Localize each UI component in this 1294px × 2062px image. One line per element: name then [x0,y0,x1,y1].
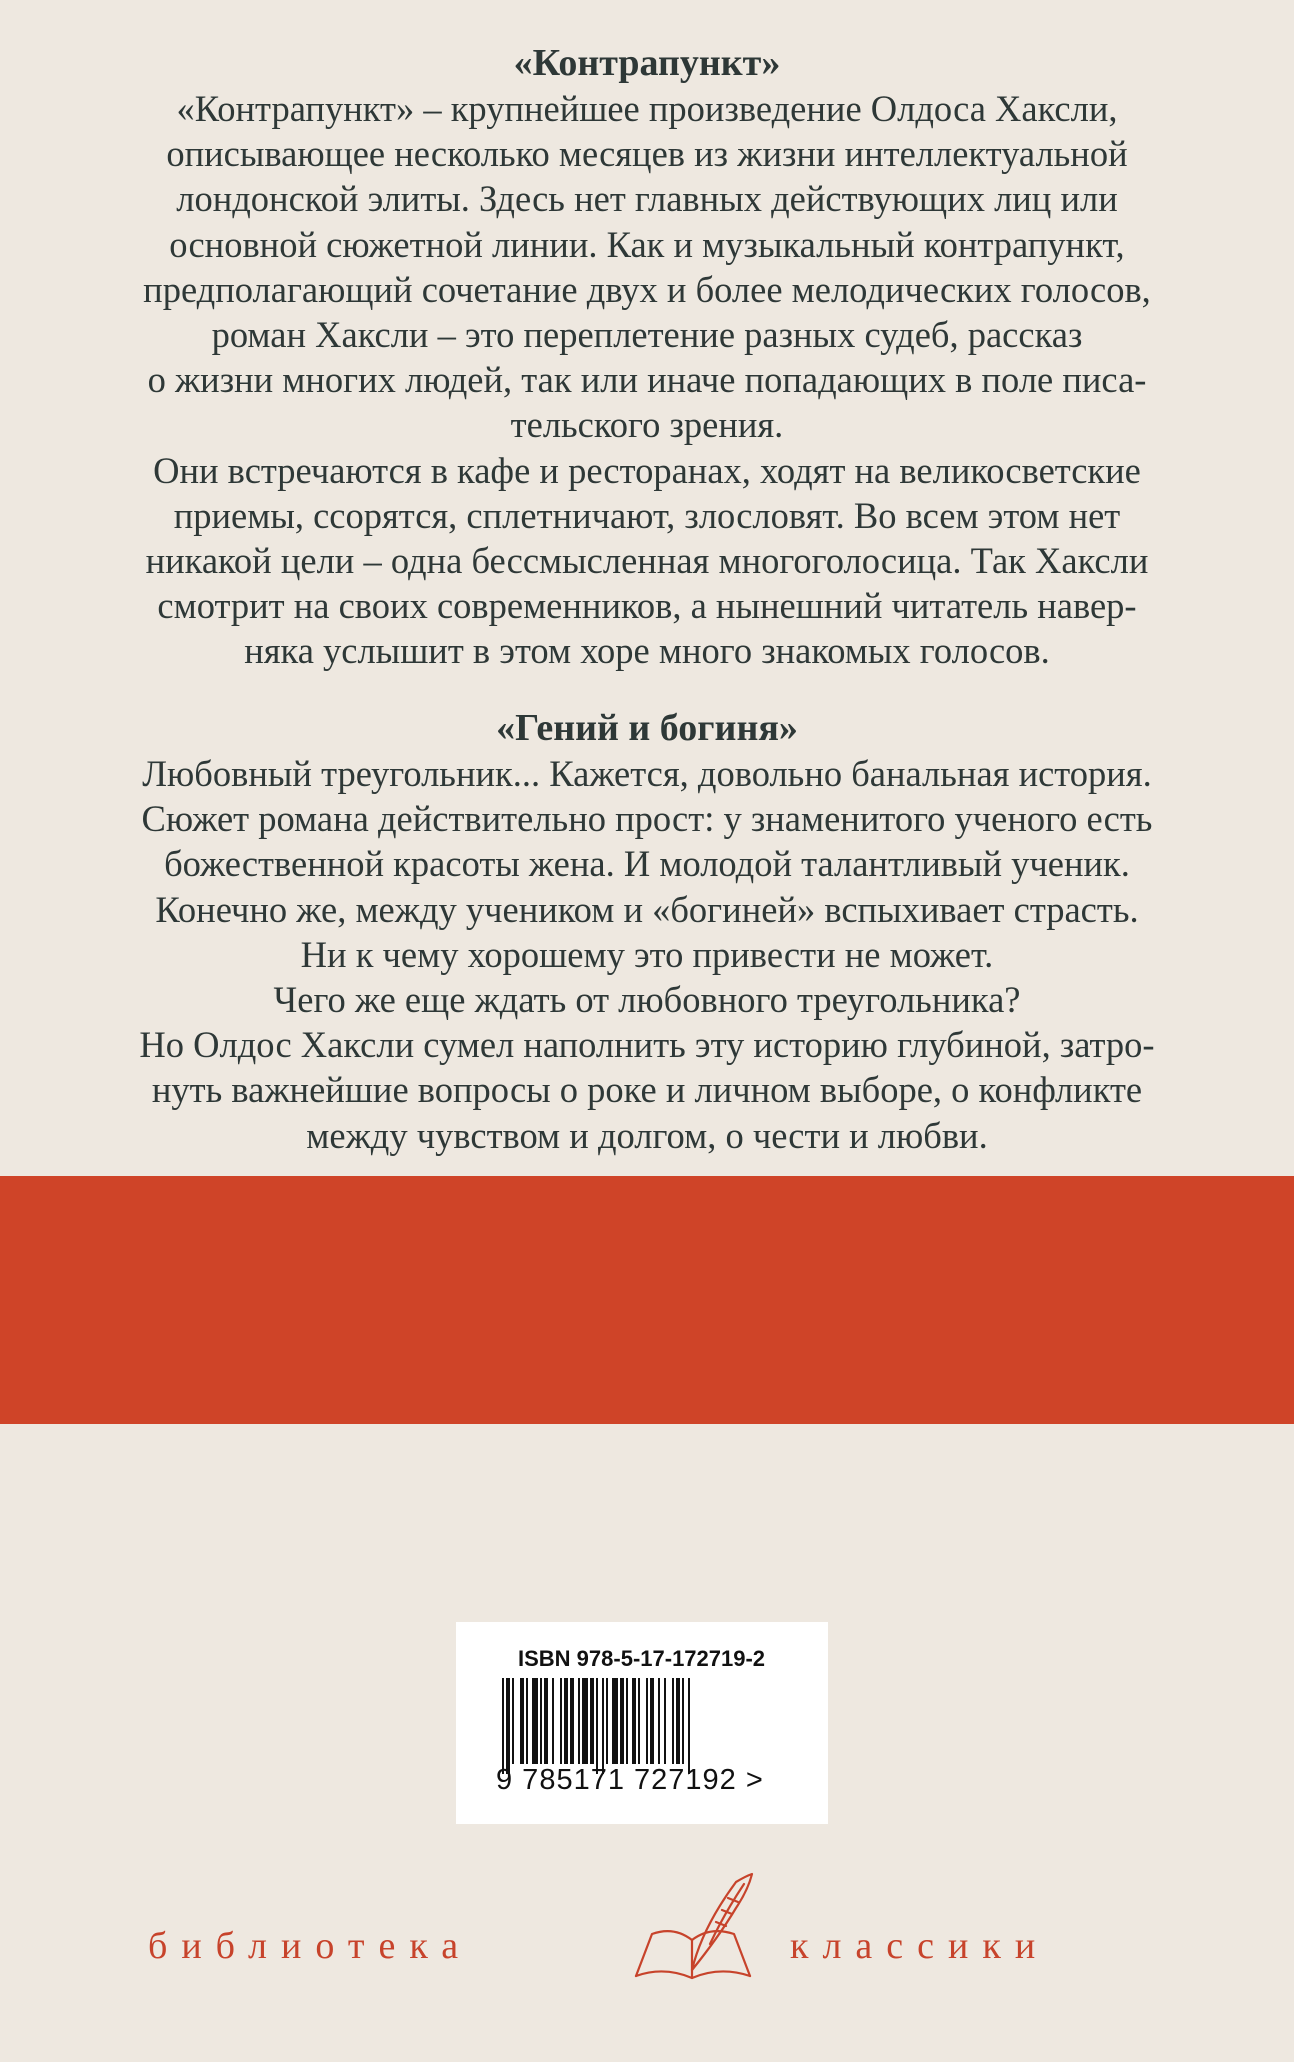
text-line: Чего же еще ждать от любовного треугольника? [273,979,1021,1021]
section-kontrapunkt [40,40,1254,674]
barcode-bar [590,1678,594,1764]
barcode-bar [682,1678,684,1764]
text-line: Любовный треугольник... Кажется, довольно банальная история. [142,753,1152,794]
barcode-bar [532,1678,538,1764]
barcode-bar [620,1678,624,1764]
isbn-label: ISBN 978-5-17-172719-2 [518,1646,766,1671]
barcode-bar [512,1678,514,1764]
barcode-bar [560,1678,562,1764]
barcode-bar [582,1678,588,1764]
barcode-bar [526,1678,528,1764]
barcode-bar [564,1678,568,1764]
barcode-bar [506,1678,510,1774]
barcode [496,1678,796,1774]
series-word-right: классики [790,1925,1050,1967]
barcode-bar [664,1678,666,1764]
barcode-bar [688,1678,690,1774]
barcode-bar [638,1678,640,1764]
text-line: никакой цели – одна бессмысленная многоголосица. Так Хаксли [145,540,1149,582]
barcode-bar [502,1678,504,1774]
series-logo [0,1868,1294,1988]
text-line: между чувством и долгом, о чести и любви. [306,1114,988,1156]
text-line: Сюжет романа действительно прост: у знаменитого ученого есть [141,798,1153,840]
section-title: «Гений и богиня» [496,707,798,749]
decorative-band [0,1176,1294,1424]
text-line: божественной красоты жена. И молодой талантливый ученик. [164,843,1130,885]
barcode-bar [676,1678,680,1764]
ean-digits: 9 785171 727192 > [496,1764,764,1796]
barcode-bar [520,1678,524,1764]
barcode-bar [552,1678,554,1764]
barcode-bar [672,1678,674,1764]
text-line: о жизни многих людей, так или иначе попадающих в поле писа- [147,359,1147,401]
text-line: смотрит на своих современников, а нынешний читатель навер- [157,585,1137,627]
text-line: Они встречаются в кафе и ресторанах, ходят на великосветские [153,449,1141,491]
barcode-bar [570,1678,574,1764]
section-genius-and-goddess [40,705,1254,1158]
text-line: основной сюжетной линии. Как и музыкальный контрапункт, [169,223,1125,265]
text-line: роман Хаксли – это переплетение разных судеб, рассказ [211,314,1083,356]
barcode-bar [632,1678,636,1764]
text-line: нуть важнейшие вопросы о роке и личном выборе, о конфликте [151,1069,1143,1111]
barcode-bar [646,1678,648,1764]
text-line: лондонской элиты. Здесь нет главных действующих лиц или [176,178,1118,220]
barcode-bar [596,1678,598,1774]
text-line: «Контрапункт» – крупнейшее произведение Олдоса Хаксли, [176,88,1118,129]
barcode-bar [602,1678,604,1774]
text-line: предполагающий сочетание двух и более мелодических голосов, [143,268,1151,310]
barcode-bar [544,1678,548,1764]
text-line: Но Олдос Хаксли сумел наполнить эту историю глубиной, затро- [139,1024,1155,1066]
text-line: Ни к чему хорошему это привести не может. [300,933,994,975]
text-line: няка услышит в этом хоре много знакомых голосов. [244,630,1050,672]
text-line: описывающее несколько месяцев из жизни интеллектуальной [166,133,1128,175]
barcode-bar [540,1678,542,1764]
barcode-bar [612,1678,618,1764]
text-line: приемы, ссорятся, сплетничают, злословят. Во всем этом нет [173,494,1121,536]
text-line: Конечно же, между учеником и «богиней» вспыхивает страсть. [155,888,1139,930]
barcode-bar [578,1678,580,1764]
text-line: тельского зрения. [510,404,784,446]
section-title: «Контрапункт» [513,42,781,84]
series-word-left: библиотека [148,1925,473,1967]
barcode-bar [626,1678,628,1764]
barcode-bar [650,1678,654,1764]
barcode-bar [606,1678,608,1764]
barcode-block [456,1622,828,1824]
book-quill-icon [618,1868,768,1988]
barcode-bar [658,1678,660,1764]
